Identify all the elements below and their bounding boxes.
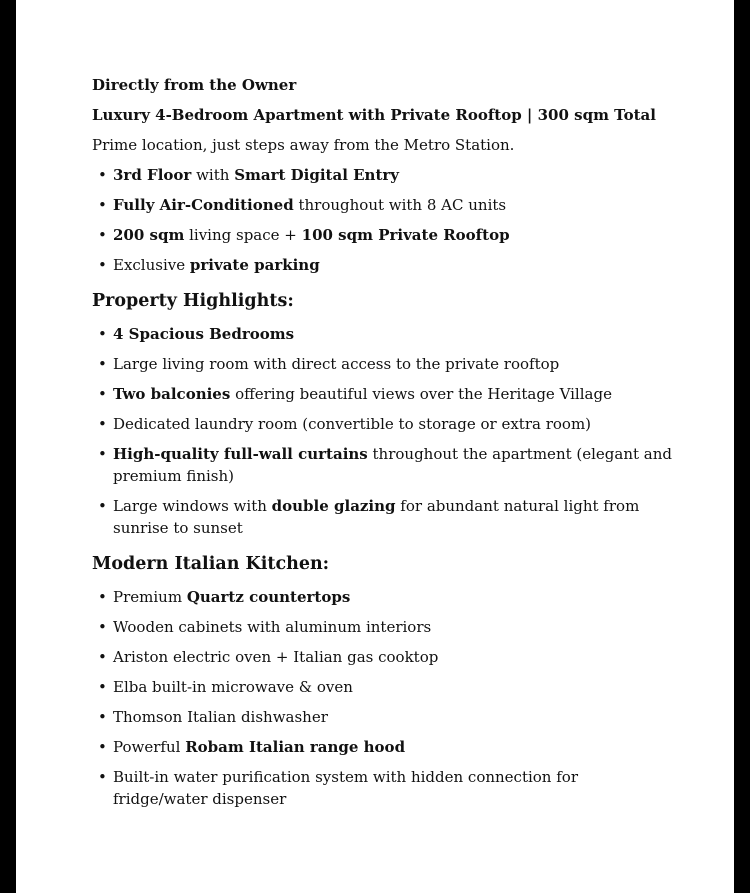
- list-item: • Large windows with double glazing for abundant natural light from sunrise to sunset: [98, 497, 640, 537]
- list-item: • Two balconies offering beautiful views over the Heritage Village: [98, 385, 612, 403]
- bullet-icon: •: [98, 445, 107, 463]
- document-content: [92, 74, 672, 818]
- bullet-icon: •: [98, 678, 107, 696]
- location-line: Prime location, just steps away from the Metro Station.: [92, 136, 515, 154]
- bullet-icon: •: [98, 325, 107, 343]
- bullet-icon: •: [98, 415, 107, 433]
- bullet-icon: •: [98, 256, 107, 274]
- list-item: • Exclusive private parking: [98, 256, 320, 274]
- list-item: • Fully Air-Conditioned throughout with 8 AC units: [98, 196, 507, 214]
- bullet-icon: •: [98, 618, 107, 636]
- bullet-icon: •: [98, 708, 107, 726]
- list-item: • Wooden cabinets with aluminum interiors: [98, 618, 432, 636]
- bullet-icon: •: [98, 588, 107, 606]
- bullet-icon: •: [98, 226, 107, 244]
- list-item: • Built-in water purification system with hidden connection for fridge/water dispenser: [98, 768, 578, 808]
- list-item: • Thomson Italian dishwasher: [98, 708, 328, 726]
- highlights-list: [92, 323, 672, 539]
- bullet-icon: •: [98, 738, 107, 756]
- bullet-icon: •: [98, 196, 107, 214]
- list-item: • High-quality full-wall curtains throughout the apartment (elegant and premium finish): [98, 445, 673, 485]
- bullet-icon: •: [98, 768, 107, 786]
- bullet-icon: •: [98, 355, 107, 373]
- list-item: • 4 Spacious Bedrooms: [98, 325, 295, 343]
- owner-line: Directly from the Owner: [92, 76, 297, 94]
- intro-bullet-list: [92, 164, 672, 276]
- list-item: • Elba built-in microwave & oven: [98, 678, 353, 696]
- bullet-icon: •: [98, 648, 107, 666]
- listing-title: Luxury 4-Bedroom Apartment with Private Rooftop | 300 sqm Total: [92, 106, 656, 124]
- list-item: • Large living room with direct access to the private rooftop: [98, 355, 560, 373]
- kitchen-heading: Modern Italian Kitchen:: [92, 554, 330, 574]
- bullet-icon: •: [98, 166, 107, 184]
- list-item: • 3rd Floor with Smart Digital Entry: [98, 166, 400, 184]
- list-item: • Dedicated laundry room (convertible to storage or extra room): [98, 415, 592, 433]
- list-item: • Premium Quartz countertops: [98, 588, 351, 606]
- list-item: • Powerful Robam Italian range hood: [98, 738, 406, 756]
- bullet-icon: •: [98, 497, 107, 515]
- highlights-heading: Property Highlights:: [92, 291, 294, 311]
- kitchen-list: [92, 586, 672, 810]
- list-item: • 200 sqm living space + 100 sqm Private Rooftop: [98, 226, 510, 244]
- document-page: [16, 0, 734, 893]
- list-item: • Ariston electric oven + Italian gas cooktop: [98, 648, 439, 666]
- bullet-icon: •: [98, 385, 107, 403]
